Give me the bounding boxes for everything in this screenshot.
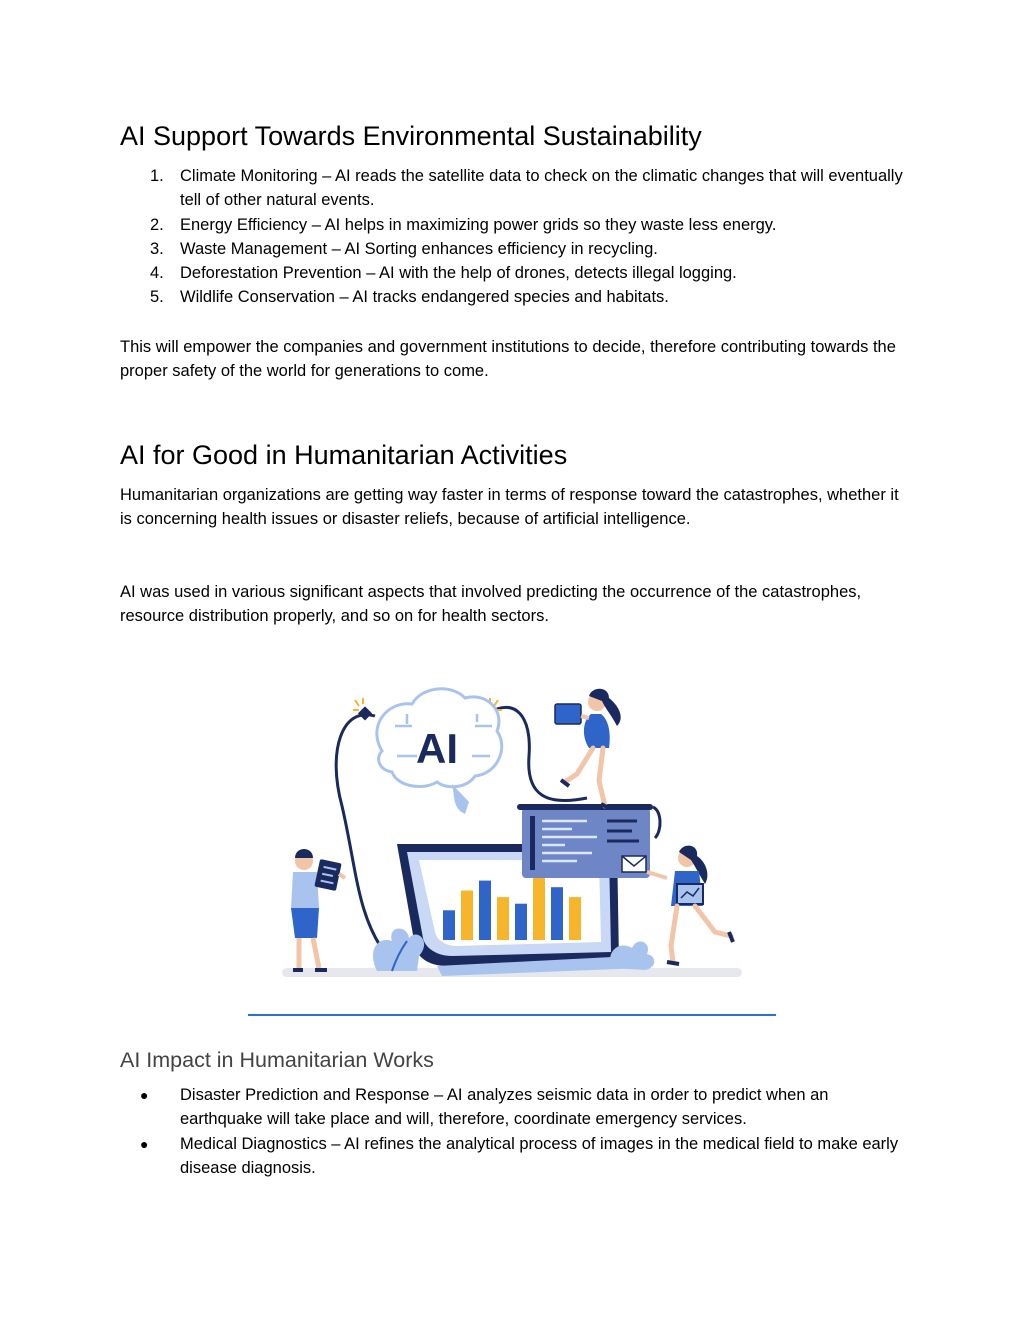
list-item-text: Medical Diagnostics – AI refines the analytical process of images in the medical field to make early disease diagnosis.: [180, 1134, 899, 1177]
illustration-bar: [461, 891, 473, 941]
list-item: [120, 164, 910, 213]
sustainability-paragraph: This will empower the companies and government institutions to decide, therefore contributing towards the proper safety of the world for generations to come.: [120, 338, 896, 381]
illustration-bar: [479, 881, 491, 940]
list-item: [120, 1132, 910, 1181]
list-item-text: Deforestation Prevention – AI with the help of drones, detects illegal logging.: [180, 264, 737, 283]
illustration-bar: [551, 887, 563, 940]
section-heading-impact: AI Impact in Humanitarian Works: [120, 1048, 434, 1072]
list-number: 3.: [150, 239, 164, 258]
illustration-bar: [443, 910, 455, 940]
brain-ai-label: AI: [416, 725, 458, 772]
horizontal-divider: [248, 1014, 776, 1016]
list-number: 1.: [150, 167, 164, 185]
list-item: [120, 261, 910, 285]
bullet-icon: ●: [140, 1135, 149, 1152]
illustration-bar: [515, 904, 527, 940]
list-item-text: Climate Monitoring – AI reads the satellite data to check on the climatic changes that will eventually tell of other natural events.: [180, 167, 903, 210]
bullet-icon: ●: [140, 1087, 149, 1103]
list-item: [120, 285, 910, 309]
humanitarian-paragraph-2: AI was used in various significant aspects that involved predicting the occurrence of the catastrophes, resource distribution properly, and so on for health sectors.: [120, 583, 862, 626]
list-item-text: Disaster Prediction and Response – AI analyzes seismic data in order to predict when an earthquake will take place and will, therefore, coordinate emergency services.: [180, 1086, 829, 1129]
illustration-bar: [533, 874, 545, 940]
list-item: [120, 213, 910, 237]
list-number: 5.: [150, 288, 164, 307]
list-item-text: Waste Management – AI Sorting enhances efficiency in recycling.: [180, 239, 658, 258]
list-item: [120, 1083, 910, 1132]
section-heading-sustainability: AI Support Towards Environmental Sustainability: [120, 121, 702, 151]
list-number: 2.: [150, 215, 164, 234]
ai-illustration: [247, 656, 777, 986]
section-heading-humanitarian: AI for Good in Humanitarian Activities: [120, 440, 568, 470]
list-item-text: Energy Efficiency – AI helps in maximizing power grids so they waste less energy.: [180, 215, 777, 234]
illustration-bar: [497, 897, 509, 940]
sustainability-list: [120, 164, 910, 310]
code-panel-graphic: [517, 804, 660, 878]
impact-bullet-list: [120, 1083, 910, 1180]
illustration-bar: [569, 897, 581, 940]
humanitarian-paragraph-1: Humanitarian organizations are getting way faster in terms of response toward the catastrophes, whether it is concerning health issues or disaster reliefs, because of artificial intelligence.: [120, 486, 899, 529]
list-item-text: Wildlife Conservation – AI tracks endangered species and habitats.: [180, 288, 669, 307]
list-item: [120, 237, 910, 261]
list-number: 4.: [150, 264, 164, 283]
